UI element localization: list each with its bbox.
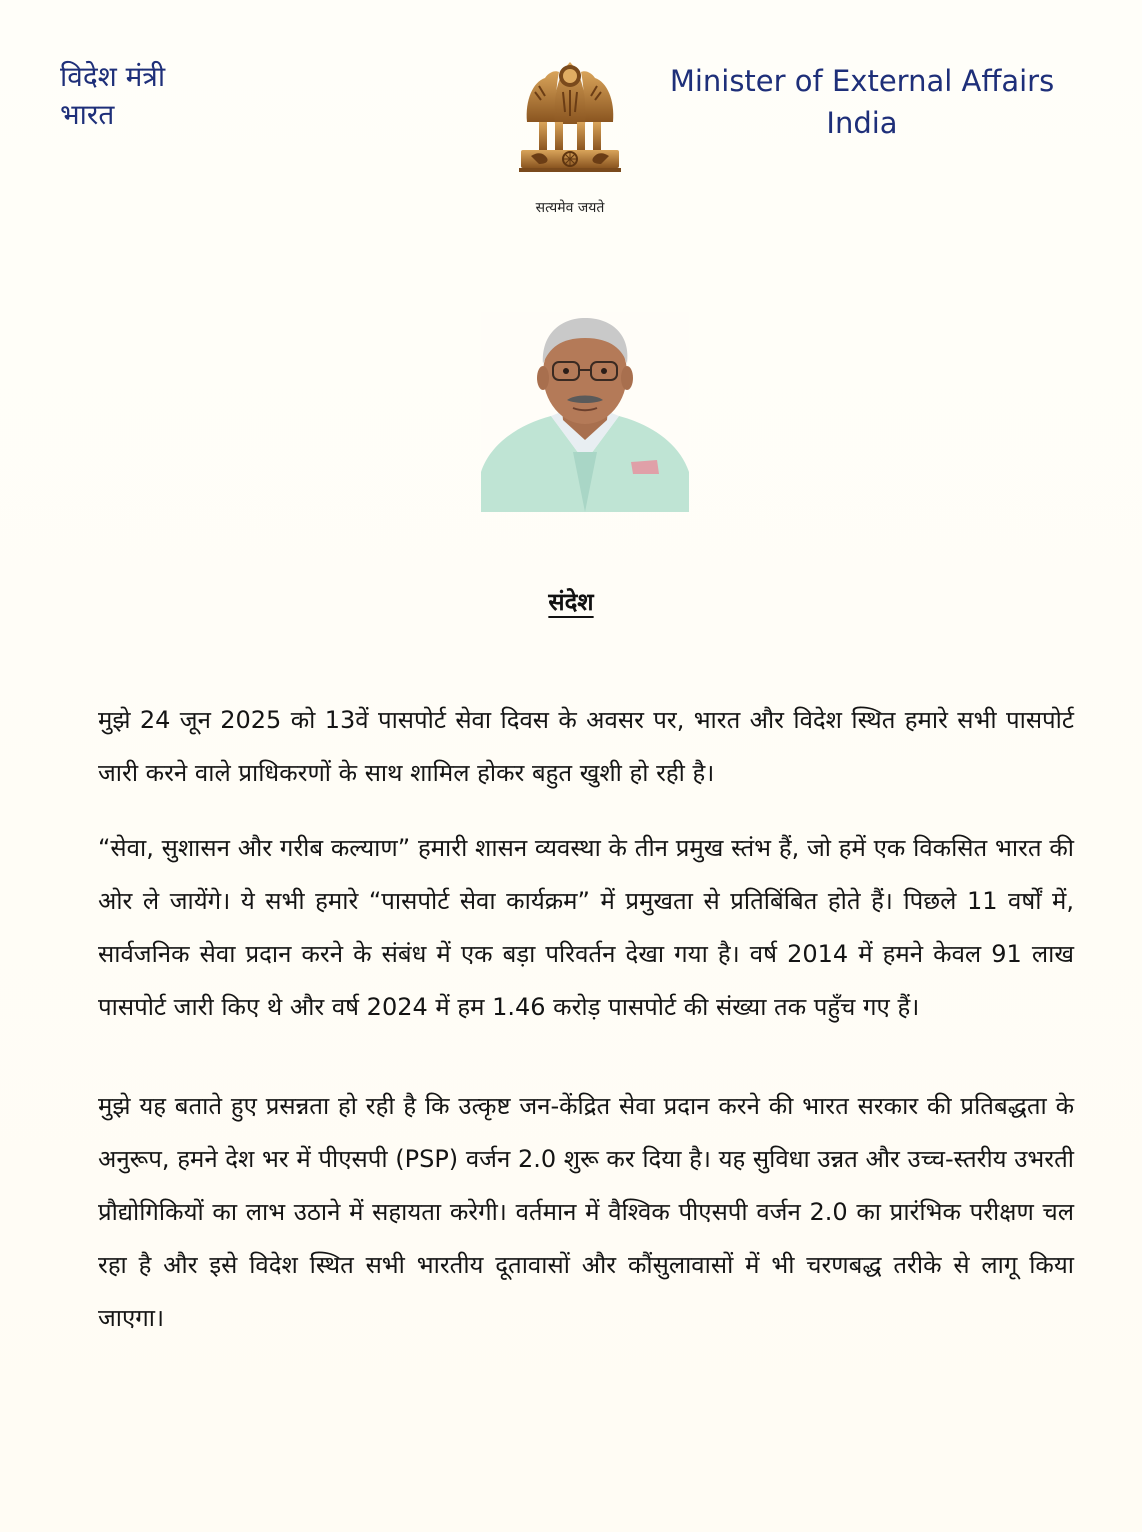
letterhead-hindi-line1: विदेश मंत्री [60,60,166,93]
letter-body [98,694,1074,1345]
lion-capital-emblem-icon [515,52,625,192]
letterhead-hindi [60,58,165,134]
letterhead-english-line2: India [826,106,898,140]
national-emblem [500,52,640,217]
letter-paragraph: “सेवा, सुशासन और गरीब कल्याण” हमारी शासन व्यवस्था के तीन प्रमुख स्तंभ हैं, जो हमें एक विकसित भारत की ओर ले जायेंगे। ये सभी हमारे “पासपोर्ट सेवा कार्यक्रम” में प्रमुखता से प्रतिबिंबित होते हैं। पिछले 11 वर्षों में, सार्वजनिक सेवा प्रदान करने के संबंध में एक बड़ा परिवर्तन देखा गया है। वर्ष 2014 में हमने केवल 91 लाख पासपोर्ट जारी किए थे और वर्ष 2024 में हम 1.46 करोड़ पासपोर्ट की संख्या तक पहुँच गए हैं। [98,834,1074,1021]
letterhead-english-line1: Minister of External Affairs [669,64,1055,98]
minister-portrait [481,312,689,512]
letterhead-english [652,60,1072,144]
emblem-motto: सत्यमेव जयते [535,200,605,216]
minister-photo-image [481,312,689,512]
letterhead-hindi-line2: भारत [60,98,115,131]
letter-paragraph: मुझे 24 जून 2025 को 13वें पासपोर्ट सेवा दिवस के अवसर पर, भारत और विदेश स्थित हमारे सभी पासपोर्ट जारी करने वाले प्राधिकरणों के साथ शामिल होकर बहुत खुशी हो रही है। [98,706,1074,787]
letter-paragraph: मुझे यह बताते हुए प्रसन्नता हो रही है कि उत्कृष्ट जन-केंद्रित सेवा प्रदान करने की भारत सरकार की प्रतिबद्धता के अनुरूप, हमने देश भर में पीएसपी (PSP) वर्जन 2.0 शुरू कर दिया है। यह सुविधा उन्नत और उच्च-स्तरीय उभरती प्रौद्योगिकियों का लाभ उठाने में सहायता करेगी। वर्तमान में वैश्विक पीएसपी वर्जन 2.0 का प्रारंभिक परीक्षण चल रहा है और इसे विदेश स्थित सभी भारतीय दूतावासों और कौंसुलावासों में भी चरणबद्ध तरीके से लागू किया जाएगा। [98,1092,1074,1332]
letter-heading: संदेश [548,588,594,616]
